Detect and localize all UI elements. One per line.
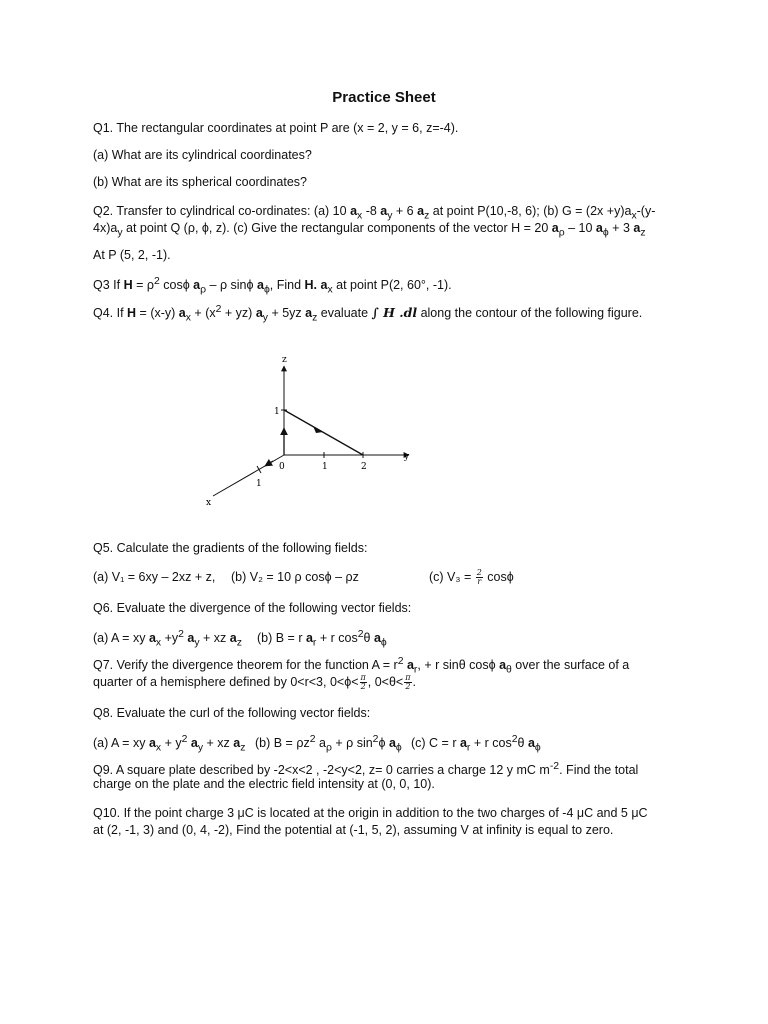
- x-tick-label-1: 1: [256, 479, 262, 489]
- q1-stem: Q1. The rectangular coordinates at point P are (x = 2, y = 6, z=-4).: [93, 121, 459, 135]
- q8-part-a: (a) A = xy $a_x + y^2$ $a_y$ + xz $a_z$: [93, 734, 246, 754]
- q5-stem: Q5. Calculate the gradients of the following fields:: [93, 541, 368, 555]
- q6-part-a: (a) A = xy $a_x +y^2$ $a_y$ + xz $a_z$: [93, 629, 242, 649]
- x-axis-label: x: [206, 498, 212, 508]
- z-tick-label-1: 1: [274, 407, 280, 417]
- q7-line-2: quarter of a hemisphere defined by 0<r<3, 0<ϕ< $\frac{\pi}{2}$ , 0<θ< $\frac{\pi}{2}$ .: [93, 673, 416, 692]
- contour-arrow: [313, 426, 323, 433]
- y-axis-label: y: [404, 452, 410, 462]
- q8-stem: Q8. Evaluate the curl of the following vector fields:: [93, 706, 371, 720]
- q5-part-b: (b) V₂ = 10 ρ cosϕ – ρz: [231, 570, 359, 584]
- q2-line-2: $4x)a_y$ at point Q (ρ, ϕ, z). (c) Give the rectangular components of the vector H = 20 $a_\rho - 10$ $a_\phi + 3$ $a_z$: [93, 221, 646, 239]
- q9-line-1: Q9. A square plate described by -2<x<2 , -2<y<2, z= 0 carries a charge 12 y mC $m^{-2}$. Find the total: [93, 761, 639, 778]
- q10-line-2: at (2, -1, 3) and (0, 4, -2), Find the potential at (-1, 5, 2), assuming V at infinity is equal to zero.: [93, 823, 614, 837]
- q3-line: Q3 If $H = \rho^2$ cosϕ $a_\rho$ – ρ sinϕ $a_\phi$, Find H. $a_x$ at point P(2, 60°, -1).: [93, 276, 452, 296]
- q2-line-3: At P (5, 2, -1).: [93, 248, 171, 262]
- q1-part-b: (b) What are its spherical coordinates?: [93, 175, 307, 189]
- q4-line: Q4. If H = (x-y) $a_x + (x^2 + yz) a_y + 5yz$ $a_z$ evaluate ∫ H .dl along the contour of the following figure.: [93, 304, 643, 324]
- x-axis: [213, 455, 284, 496]
- contour-hypotenuse: [284, 410, 363, 455]
- z-axis-label: z: [282, 355, 287, 365]
- x-tick-1: [257, 466, 261, 473]
- y-tick-label-2: 2: [361, 462, 367, 472]
- x-axis-segment-arrow: [265, 461, 273, 466]
- q8-part-c: (c) C = r $a_r + r$ $\cos^2\theta$ $a_\phi$: [411, 734, 541, 754]
- q5-part-c: (c) V₃ = $\frac{2}{r}$ cosϕ: [429, 568, 514, 587]
- q6-part-b: (b) B = r $a_r + r$ $\cos^2\theta$ $a_\phi$: [257, 629, 387, 649]
- q6-stem: Q6. Evaluate the divergence of the following vector fields:: [93, 601, 412, 615]
- q7-line-1: Q7. Verify the divergence theorem for the function $A = r^2$ $a_r$, + r sinθ cosϕ $a_\theta$ over the surface of a: [93, 656, 630, 676]
- q8-part-b: (b) $B = \rho z^2$ $a_\rho + \rho$ $\sin^2\phi$ $a_\phi$: [255, 734, 402, 754]
- q5-part-a: (a) V₁ = 6xy – 2xz + z,: [93, 570, 216, 584]
- q9-line-2: charge on the plate and the electric field intensity at (0, 0, 10).: [93, 777, 435, 791]
- contour-figure: [195, 348, 425, 513]
- y-tick-label-1: 1: [322, 462, 328, 472]
- q1-part-a: (a) What are its cylindrical coordinates?: [93, 148, 312, 162]
- origin-label: 0: [279, 462, 285, 472]
- q10-line-1: Q10. If the point charge 3 μC is located at the origin in addition to the two charges of -4 μC and 5 μC: [93, 806, 648, 820]
- line-integral: ∫ H .dl: [371, 305, 418, 321]
- q2-line-1: Q2. Transfer to cylindrical co-ordinates: (a) 10 $a_x$ -8 $a_y + 6$ $a_z$ at point P(10,-8, 6); (b) $G = (2x +y)a_x-(y-$: [93, 204, 656, 222]
- fraction-pi-over-2: $\frac{\pi}{2}$: [405, 673, 411, 692]
- page-title: Practice Sheet: [332, 89, 436, 106]
- fraction-2-over-r: $\frac{2}{r}$: [476, 568, 482, 587]
- fraction-pi-over-2: $\frac{\pi}{2}$: [360, 673, 366, 692]
